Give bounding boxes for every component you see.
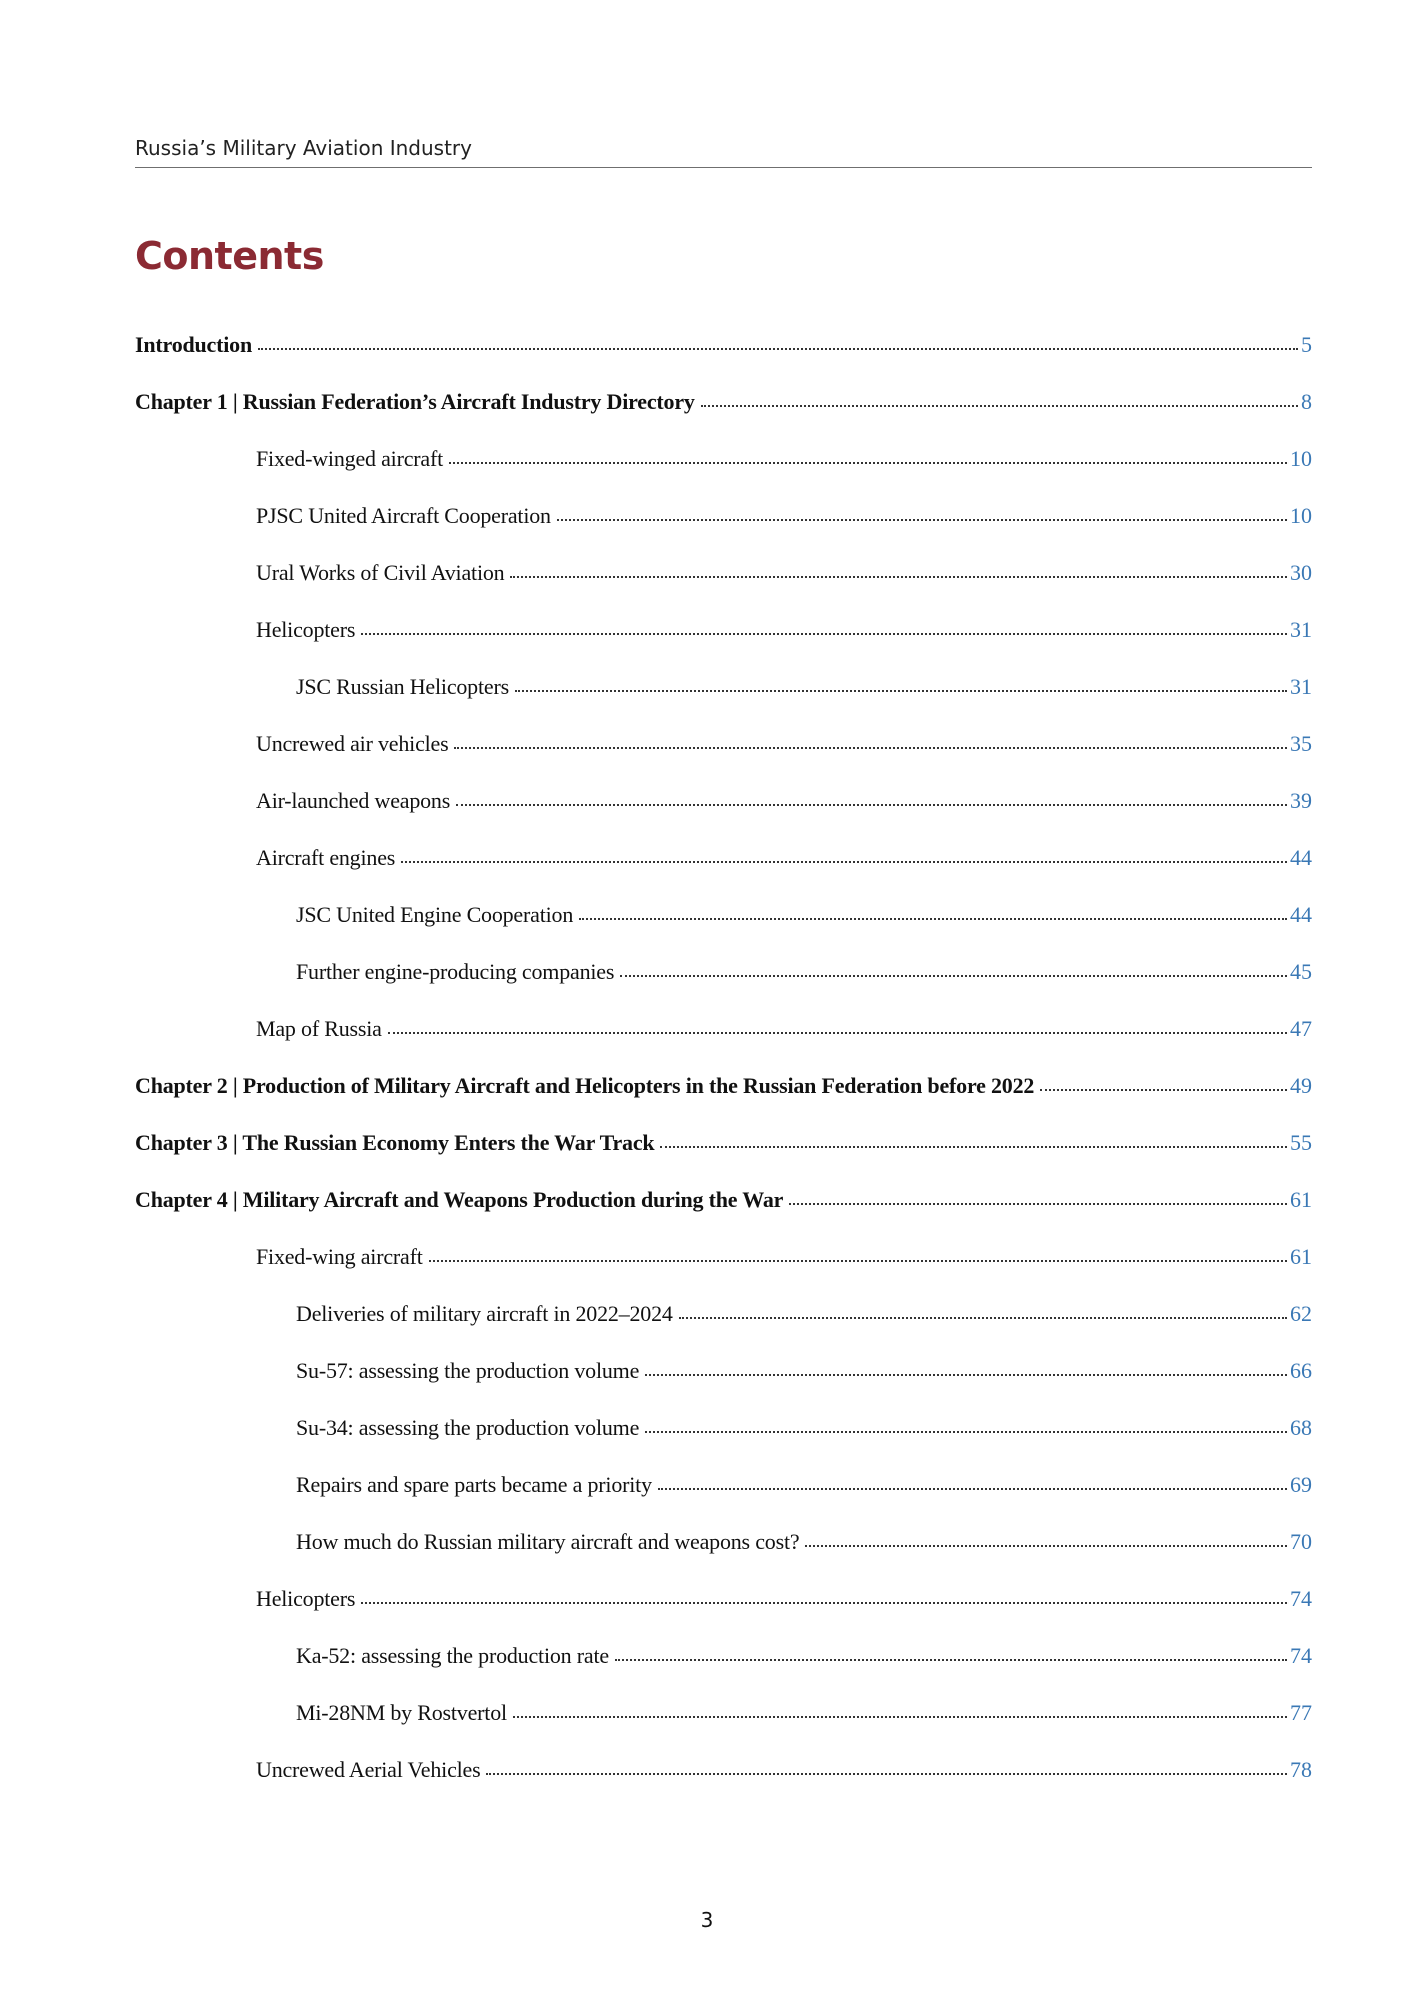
toc-entry-label[interactable]: Aircraft engines xyxy=(256,845,396,870)
toc-page-link[interactable]: 66 xyxy=(1290,1358,1312,1383)
toc-entry[interactable] xyxy=(135,733,1312,790)
toc-entry-label[interactable]: Ka-52: assessing the production rate xyxy=(296,1643,609,1668)
toc-entry[interactable] xyxy=(135,1645,1312,1702)
toc-entry[interactable] xyxy=(135,676,1312,733)
table-of-contents xyxy=(135,334,1312,1816)
dot-leader xyxy=(361,1602,1287,1604)
dot-leader xyxy=(579,918,1287,920)
dot-leader xyxy=(515,690,1287,692)
toc-page-link[interactable]: 74 xyxy=(1290,1586,1312,1611)
toc-page-link[interactable]: 49 xyxy=(1290,1073,1312,1098)
dot-leader xyxy=(615,1659,1287,1661)
toc-entry-label[interactable]: Chapter 2 | Production of Military Aircraft and Helicopters in the Russian Federation before 2022 xyxy=(135,1073,1035,1098)
toc-entry-label[interactable]: Fixed-wing aircraft xyxy=(256,1244,423,1269)
toc-page-link[interactable]: 45 xyxy=(1290,959,1312,984)
toc-entry[interactable] xyxy=(135,1702,1312,1759)
dot-leader xyxy=(789,1203,1287,1205)
dot-leader xyxy=(454,747,1287,749)
dot-leader xyxy=(701,405,1298,407)
dot-leader xyxy=(645,1374,1287,1376)
toc-page-link[interactable]: 62 xyxy=(1290,1301,1312,1326)
dot-leader xyxy=(660,1146,1287,1148)
toc-entry-label[interactable]: Helicopters xyxy=(256,1586,356,1611)
page-number: 3 xyxy=(700,1908,714,1932)
toc-page-link[interactable]: 55 xyxy=(1290,1130,1312,1155)
dot-leader xyxy=(361,633,1287,635)
toc-entry-label[interactable]: Helicopters xyxy=(256,617,356,642)
toc-entry-label[interactable]: How much do Russian military aircraft and weapons cost? xyxy=(296,1529,800,1554)
toc-entry-label[interactable]: Uncrewed air vehicles xyxy=(256,731,449,756)
dot-leader xyxy=(401,861,1287,863)
toc-entry[interactable] xyxy=(135,1075,1312,1132)
toc-entry-label[interactable]: Su-57: assessing the production volume xyxy=(296,1358,640,1383)
toc-entry-label[interactable]: JSC United Engine Cooperation xyxy=(296,902,574,927)
toc-entry-label[interactable]: Ural Works of Civil Aviation xyxy=(256,560,505,585)
toc-page-link[interactable]: 10 xyxy=(1290,503,1312,528)
toc-page-link[interactable]: 31 xyxy=(1290,674,1312,699)
toc-entry-label[interactable]: Further engine-producing companies xyxy=(296,959,615,984)
toc-entry-label[interactable]: Chapter 3 | The Russian Economy Enters the War Track xyxy=(135,1130,655,1155)
dot-leader xyxy=(645,1431,1287,1433)
dot-leader xyxy=(805,1545,1287,1547)
toc-entry-label[interactable]: Air-launched weapons xyxy=(256,788,451,813)
dot-leader xyxy=(258,348,1298,350)
toc-page-link[interactable]: 77 xyxy=(1290,1700,1312,1725)
toc-page-link[interactable]: 47 xyxy=(1290,1016,1312,1041)
toc-entry-label[interactable]: Fixed-winged aircraft xyxy=(256,446,444,471)
dot-leader xyxy=(429,1260,1287,1262)
toc-entry[interactable] xyxy=(135,1246,1312,1303)
toc-entry[interactable] xyxy=(135,1132,1312,1189)
toc-entry-label[interactable]: Chapter 1 | Russian Federation’s Aircraft Industry Directory xyxy=(135,389,695,414)
toc-page-link[interactable]: 30 xyxy=(1290,560,1312,585)
toc-page-link[interactable]: 39 xyxy=(1290,788,1312,813)
toc-entry-label[interactable]: Deliveries of military aircraft in 2022–2024 xyxy=(296,1301,673,1326)
toc-page-link[interactable]: 44 xyxy=(1290,845,1312,870)
toc-page-link[interactable]: 44 xyxy=(1290,902,1312,927)
toc-page-link[interactable]: 10 xyxy=(1290,446,1312,471)
toc-entry[interactable] xyxy=(135,391,1312,448)
toc-entry-label[interactable]: Chapter 4 | Military Aircraft and Weapons Production during the War xyxy=(135,1187,784,1212)
dot-leader xyxy=(449,462,1287,464)
dot-leader xyxy=(658,1488,1287,1490)
running-title: Russia’s Military Aviation Industry xyxy=(135,136,472,160)
toc-entry[interactable] xyxy=(135,1531,1312,1588)
dot-leader xyxy=(388,1032,1287,1034)
toc-entry-label[interactable]: JSC Russian Helicopters xyxy=(296,674,509,699)
toc-page-link[interactable]: 61 xyxy=(1290,1244,1312,1269)
toc-page-link[interactable]: 35 xyxy=(1290,731,1312,756)
toc-entry[interactable] xyxy=(135,790,1312,847)
toc-entry[interactable] xyxy=(135,1018,1312,1075)
dot-leader xyxy=(510,576,1287,578)
toc-page-link[interactable]: 78 xyxy=(1290,1757,1312,1782)
toc-entry[interactable] xyxy=(135,1588,1312,1645)
dot-leader xyxy=(456,804,1287,806)
toc-page-link[interactable]: 68 xyxy=(1290,1415,1312,1440)
toc-entry-label[interactable]: Su-34: assessing the production volume xyxy=(296,1415,640,1440)
dot-leader xyxy=(486,1773,1287,1775)
toc-entry[interactable] xyxy=(135,562,1312,619)
toc-entry-label[interactable]: Mi-28NM by Rostvertol xyxy=(296,1700,507,1725)
dot-leader xyxy=(513,1716,1287,1718)
toc-entry[interactable] xyxy=(135,334,1312,391)
toc-entry[interactable] xyxy=(135,847,1312,904)
dot-leader xyxy=(679,1317,1287,1319)
toc-entry[interactable] xyxy=(135,1360,1312,1417)
toc-entry[interactable] xyxy=(135,1303,1312,1360)
toc-entry[interactable] xyxy=(135,448,1312,505)
toc-entry[interactable] xyxy=(135,904,1312,961)
toc-entry[interactable] xyxy=(135,1759,1312,1816)
toc-entry[interactable] xyxy=(135,1189,1312,1246)
dot-leader xyxy=(557,519,1287,521)
toc-entry-label[interactable]: Map of Russia xyxy=(256,1016,382,1041)
toc-entry-label[interactable]: Repairs and spare parts became a priority xyxy=(296,1472,652,1497)
toc-entry[interactable] xyxy=(135,505,1312,562)
toc-entry-label[interactable]: Uncrewed Aerial Vehicles xyxy=(256,1757,481,1782)
page-title: Contents xyxy=(135,234,324,278)
toc-page-link[interactable]: 8 xyxy=(1301,389,1312,414)
toc-page-link[interactable]: 69 xyxy=(1290,1472,1312,1497)
dot-leader xyxy=(620,975,1287,977)
running-header xyxy=(135,134,1312,168)
toc-page-link[interactable]: 61 xyxy=(1290,1187,1312,1212)
toc-entry[interactable] xyxy=(135,619,1312,676)
toc-entry-label[interactable]: Introduction xyxy=(135,332,252,357)
toc-entry[interactable] xyxy=(135,961,1312,1018)
dot-leader xyxy=(1040,1089,1287,1091)
toc-entry[interactable] xyxy=(135,1474,1312,1531)
toc-entry-label[interactable]: PJSC United Aircraft Cooperation xyxy=(256,503,551,528)
toc-page-link[interactable]: 70 xyxy=(1290,1529,1312,1554)
toc-page-link[interactable]: 74 xyxy=(1290,1643,1312,1668)
toc-entry[interactable] xyxy=(135,1417,1312,1474)
toc-page-link[interactable]: 31 xyxy=(1290,617,1312,642)
toc-page-link[interactable]: 5 xyxy=(1301,332,1312,357)
